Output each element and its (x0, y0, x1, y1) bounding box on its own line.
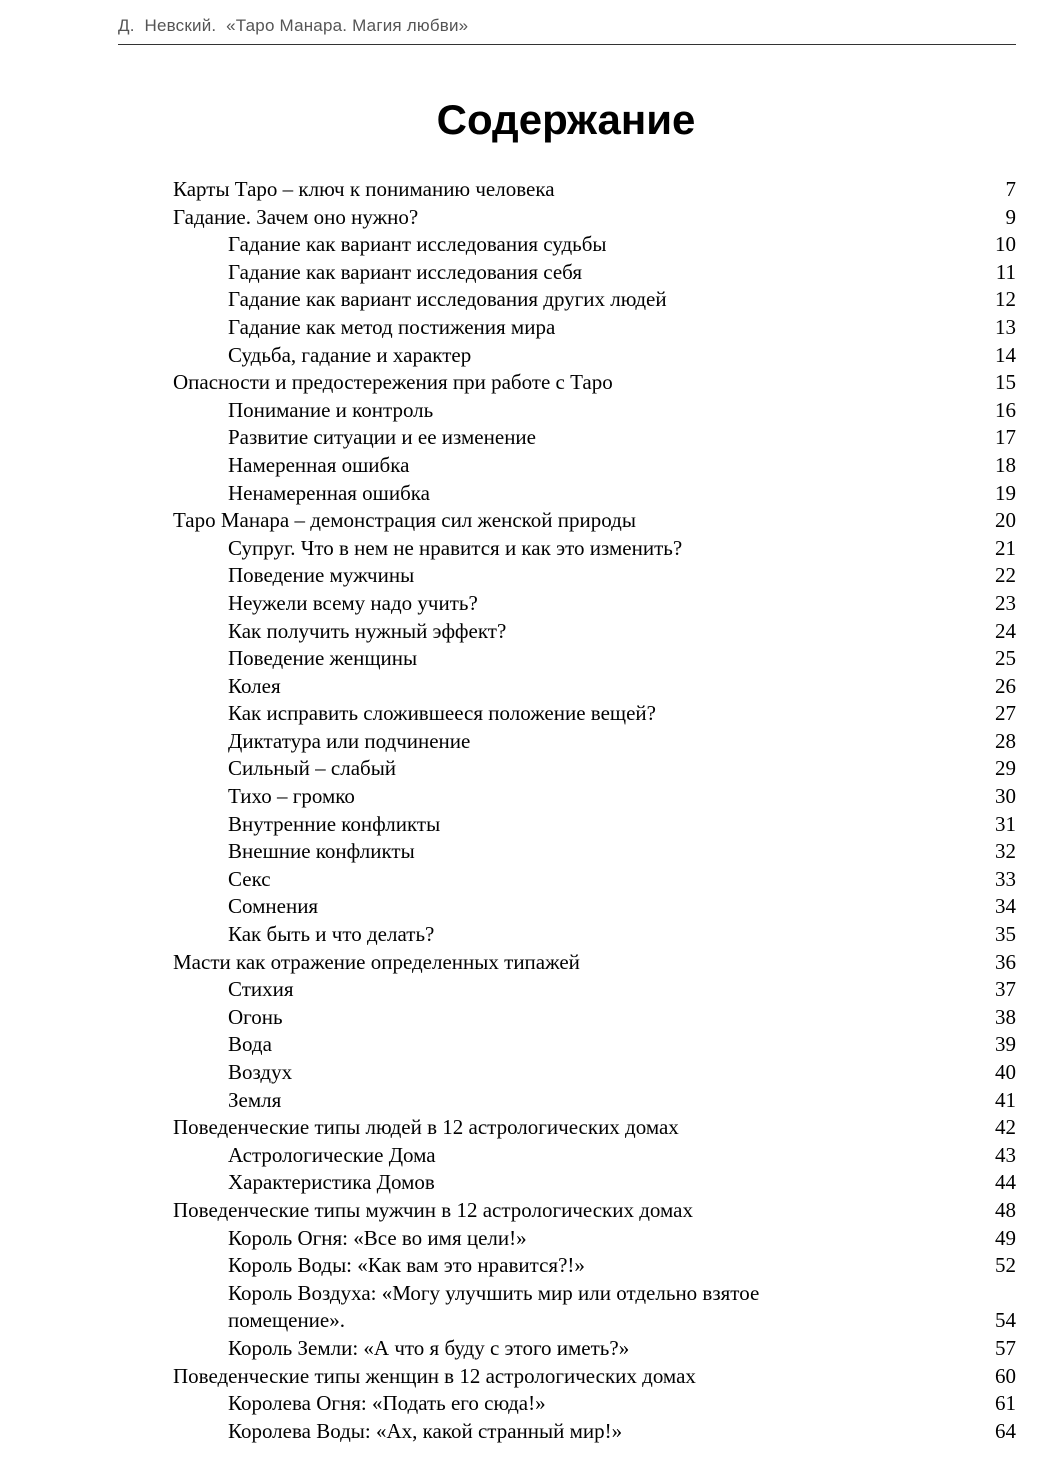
toc-entry[interactable] (173, 618, 1016, 646)
toc-entry[interactable] (173, 1004, 1016, 1032)
toc-entry-page-number: 24 (995, 618, 1016, 643)
toc-entry-title: Гадание как вариант исследования судьбы (228, 232, 607, 257)
toc-entry-page-number: 10 (995, 232, 1016, 257)
toc-entry-page-number: 22 (995, 563, 1016, 588)
toc-entry-title: Секс (228, 866, 271, 891)
toc-entry-page-number: 28 (995, 728, 1016, 753)
toc-entry-title: Король Воды: «Как вам это нравится?!» (228, 1253, 585, 1278)
toc-entry[interactable] (173, 1197, 1016, 1225)
toc-entry[interactable] (173, 176, 1016, 204)
toc-entry-page-number: 26 (995, 673, 1016, 698)
toc-entry-title: Неужели всему надо учить? (228, 590, 478, 615)
toc-entry-title: Гадание. Зачем оно нужно? (173, 204, 419, 229)
toc-entry-title: Внутренние конфликты (228, 811, 441, 836)
toc-entry[interactable] (173, 976, 1016, 1004)
toc-entry[interactable] (173, 1059, 1016, 1087)
toc-entry-page-number: 27 (995, 701, 1016, 726)
toc-entry-title: Воздух (228, 1060, 293, 1084)
toc-entry-title: Поведенческие типы мужчин в 12 астрологических домах (173, 1197, 693, 1222)
toc-entry-title: Королева Воды: «Ах, какой странный мир!» (228, 1418, 623, 1443)
toc-entry-title: Понимание и контроль (228, 397, 434, 422)
table-of-contents (173, 176, 1016, 1445)
toc-entry-page-number: 16 (995, 397, 1016, 422)
toc-entry-page-number: 34 (995, 894, 1016, 919)
toc-entry[interactable] (173, 866, 1016, 894)
toc-entry[interactable] (173, 535, 1016, 563)
toc-entry[interactable] (173, 314, 1016, 342)
toc-entry-page-number: 12 (995, 287, 1016, 312)
toc-entry-title: Как исправить сложившееся положение вещей? (228, 701, 656, 726)
toc-entry-page-number: 60 (995, 1363, 1016, 1388)
toc-entry[interactable] (173, 424, 1016, 452)
toc-entry-title: Король Земли: «А что я буду с этого иметь?» (228, 1335, 630, 1360)
toc-entry-title: Сомнения (228, 894, 319, 919)
toc-entry-page-number: 15 (995, 370, 1016, 395)
toc-entry-title: Поведение мужчины (228, 563, 415, 588)
toc-entry[interactable] (173, 480, 1016, 508)
toc-entry[interactable] (173, 259, 1016, 287)
toc-entry-page-number: 17 (995, 425, 1016, 450)
toc-entry[interactable] (173, 1280, 1016, 1335)
toc-entry[interactable] (173, 728, 1016, 756)
toc-entry[interactable] (173, 838, 1016, 866)
toc-entry-page-number: 40 (995, 1060, 1016, 1084)
toc-entry[interactable] (173, 452, 1016, 480)
toc-entry[interactable] (173, 562, 1016, 590)
toc-entry[interactable] (173, 1142, 1016, 1170)
running-header: Д. Невский. «Таро Манара. Магия любви» (118, 16, 1016, 45)
toc-entry-title: Намеренная ошибка (228, 452, 410, 477)
toc-entry-title: Сильный – слабый (228, 756, 397, 781)
toc-entry[interactable] (173, 1169, 1016, 1197)
page-title: Содержание (436, 96, 696, 143)
toc-entry[interactable] (173, 397, 1016, 425)
toc-entry-title: Диктатура или подчинение (228, 728, 471, 753)
toc-entry-page-number: 35 (995, 922, 1016, 947)
toc-entry[interactable] (173, 507, 1016, 535)
toc-entry[interactable] (173, 893, 1016, 921)
toc-entry-title: Король Воздуха: «Могу улучшить мир или отдельно взятое помещение». (228, 1280, 760, 1333)
toc-entry[interactable] (173, 921, 1016, 949)
toc-entry-page-number: 61 (995, 1391, 1016, 1416)
toc-entry-page-number: 20 (995, 508, 1016, 533)
toc-entry-page-number: 29 (995, 756, 1016, 781)
toc-entry-title: Стихия (228, 977, 294, 1002)
toc-entry-page-number: 49 (995, 1225, 1016, 1250)
toc-entry[interactable] (173, 590, 1016, 618)
toc-entry-page-number: 7 (1005, 177, 1016, 201)
toc-entry-title: Поведенческие типы женщин в 12 астрологических домах (173, 1363, 696, 1388)
toc-entry-title: Как получить нужный эффект? (228, 618, 507, 643)
toc-entry[interactable] (173, 700, 1016, 728)
toc-entry-page-number: 37 (995, 977, 1016, 1002)
toc-entry-title: Гадание как вариант исследования себя (228, 259, 582, 284)
toc-entry-title: Карты Таро – ключ к пониманию человека (173, 177, 555, 201)
toc-entry-title: Ненамеренная ошибка (228, 480, 430, 505)
toc-entry-page-number: 30 (995, 784, 1016, 809)
toc-entry[interactable] (173, 1390, 1016, 1418)
toc-entry-page-number: 9 (1005, 204, 1016, 229)
toc-entry-title: Как быть и что делать? (228, 922, 435, 947)
toc-entry[interactable] (173, 204, 1016, 232)
toc-entry-title: Тихо – громко (228, 784, 355, 809)
toc-entry[interactable] (173, 231, 1016, 259)
toc-entry-title: Королева Огня: «Подать его сюда!» (228, 1391, 546, 1416)
toc-entry-page-number: 11 (995, 259, 1016, 284)
toc-entry-page-number: 18 (995, 452, 1016, 477)
toc-entry-page-number: 33 (995, 866, 1016, 891)
toc-entry-page-number: 38 (995, 1004, 1016, 1029)
toc-entry[interactable] (173, 286, 1016, 314)
toc-entry-page-number: 44 (995, 1170, 1016, 1195)
toc-entry-page-number: 57 (995, 1335, 1016, 1360)
toc-entry[interactable] (173, 1363, 1016, 1391)
toc-entry-title: Внешние конфликты (228, 839, 415, 864)
toc-entry[interactable] (173, 783, 1016, 811)
toc-entry-page-number: 14 (995, 342, 1016, 367)
toc-entry-title: Огонь (228, 1004, 283, 1029)
toc-entry-page-number: 32 (995, 839, 1016, 864)
toc-entry-title: Поведение женщины (228, 646, 418, 671)
toc-entry[interactable] (173, 1335, 1016, 1363)
toc-entry-page-number: 25 (995, 646, 1016, 671)
toc-entry-page-number: 54 (995, 1308, 1016, 1333)
toc-entry-title: Поведенческие типы людей в 12 астрологических домах (173, 1115, 679, 1140)
toc-entry[interactable] (173, 1031, 1016, 1059)
toc-entry-title: Гадание как метод постижения мира (228, 314, 556, 339)
toc-entry-page-number: 48 (995, 1197, 1016, 1222)
toc-entry[interactable] (173, 755, 1016, 783)
toc-entry[interactable] (173, 949, 1016, 977)
toc-entry[interactable] (173, 1225, 1016, 1253)
toc-entry-title: Развитие ситуации и ее изменение (228, 425, 536, 450)
toc-entry-page-number: 64 (995, 1418, 1016, 1443)
toc-entry[interactable] (173, 811, 1016, 839)
toc-entry[interactable] (173, 673, 1016, 701)
toc-entry-page-number: 41 (995, 1087, 1016, 1112)
toc-entry-page-number: 42 (995, 1115, 1016, 1140)
toc-entry[interactable] (173, 342, 1016, 370)
toc-entry-title: Колея (228, 673, 281, 698)
toc-entry-page-number: 23 (995, 590, 1016, 615)
toc-entry[interactable] (173, 369, 1016, 397)
toc-entry-page-number: 52 (995, 1253, 1016, 1278)
toc-entry-page-number: 39 (995, 1032, 1016, 1057)
toc-entry[interactable] (173, 645, 1016, 673)
toc-entry-page-number: 19 (995, 480, 1016, 505)
toc-entry-title: Астрологические Дома (228, 1142, 436, 1167)
toc-entry-title: Масти как отражение определенных типажей (173, 949, 580, 974)
toc-entry-page-number: 43 (995, 1142, 1016, 1167)
toc-entry-page-number: 36 (995, 949, 1016, 974)
toc-entry-title: Вода (228, 1032, 272, 1057)
toc-entry-title: Таро Манара – демонстрация сил женской природы (173, 508, 636, 533)
toc-entry-title: Супруг. Что в нем не нравится и как это изменить? (228, 535, 683, 560)
toc-entry[interactable] (173, 1087, 1016, 1115)
toc-entry-title: Гадание как вариант исследования других людей (228, 287, 667, 312)
toc-entry-page-number: 21 (995, 535, 1016, 560)
toc-entry-title: Король Огня: «Все во имя цели!» (228, 1225, 527, 1250)
toc-entry-title: Судьба, гадание и характер (228, 342, 472, 367)
toc-entry-page-number: 13 (995, 314, 1016, 339)
toc-entry-title: Характеристика Домов (228, 1170, 435, 1195)
toc-entry[interactable] (173, 1114, 1016, 1142)
toc-entry-page-number: 31 (995, 811, 1016, 836)
toc-entry-title: Опасности и предостережения при работе с Таро (173, 370, 613, 395)
toc-entry[interactable] (173, 1252, 1016, 1280)
toc-entry-title: Земля (228, 1087, 282, 1112)
toc-entry[interactable] (173, 1418, 1016, 1446)
